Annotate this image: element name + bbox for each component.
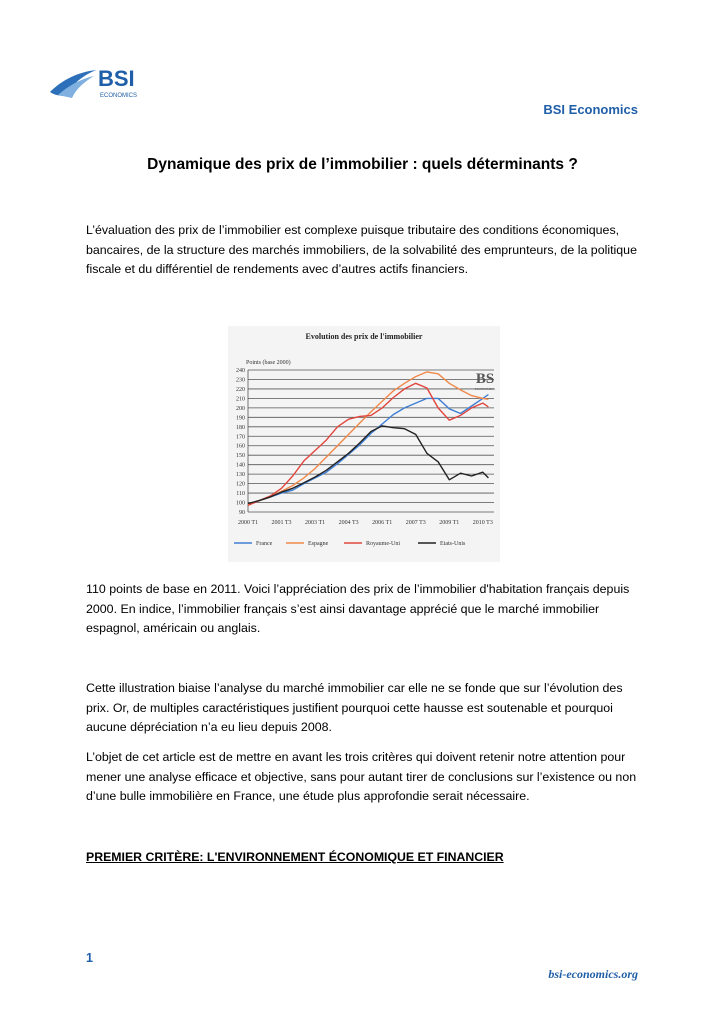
y-tick-label: 170 — [236, 434, 245, 441]
y-tick-label: 110 — [236, 491, 245, 498]
y-tick-label: 200 — [236, 405, 245, 412]
page-number: 1 — [86, 951, 93, 965]
intro-paragraph — [86, 221, 642, 280]
analysis-paragraph — [86, 580, 642, 639]
text-line: L’évaluation des prix de l’immobilier est complexe puisque tributaire des conditions économiques, — [86, 223, 620, 237]
text-line: prix. Or, de multiples caractéristiques justifient pourquoi cette hausse est soutenable et pourquoi — [86, 700, 613, 715]
legend-label: Espagne — [308, 541, 329, 547]
text-line: aucune dépréciation n’a eu lieu depuis 2008. — [86, 720, 332, 734]
legend-label: Royaume-Uni — [366, 541, 400, 547]
y-tick-label: 100 — [236, 500, 245, 507]
text-line: Cette illustration biaise l’analyse du marché immobilier car elle ne se fonde que sur l’évolution des — [86, 681, 623, 695]
legend-label: France — [256, 541, 273, 547]
y-tick-label: 120 — [236, 481, 245, 488]
text-line: 110 points de base en 2011. Voici l’appréciation des prix de l’immobilier d'habitation français depuis — [86, 582, 630, 596]
text-line: d’une bulle immobilière en France, une étude plus approfondie serait nécessaire. — [86, 789, 530, 803]
objective-paragraph — [86, 748, 642, 807]
footer-website: bsi-economics.org — [548, 967, 638, 981]
text-line: mener une analyse efficace et objective, sans pour autant tirer de conclusions sur l’existence ou non — [86, 769, 637, 784]
price-chart — [228, 326, 500, 562]
logo-text: BSI — [98, 66, 135, 91]
chart-watermark-sub: ECONOMICS — [474, 387, 496, 391]
x-tick-label: 2009 T1 — [439, 520, 460, 526]
y-tick-label: 230 — [236, 377, 245, 384]
x-tick-label: 2010 T3 — [472, 520, 493, 526]
text-line: fiscale et du différentiel de rendements avec d’autres actifs financiers. — [86, 262, 469, 276]
chart-title: Evolution des prix de l'immobilier — [305, 332, 423, 341]
y-tick-label: 210 — [236, 396, 245, 403]
x-tick-label: 2001 T3 — [271, 520, 292, 526]
y-tick-label: 90 — [239, 510, 245, 516]
text-line: bancaires, de la structure des marchés immobiliers, de la solvabilité des emprunteurs, de la politique — [86, 242, 637, 257]
header-brand: BSI Economics — [543, 102, 638, 117]
legend-label: Etats-Unis — [440, 541, 466, 547]
y-tick-label: 130 — [236, 472, 245, 479]
logo-subtext: ECONOMICS — [100, 93, 138, 99]
y-tick-label: 180 — [236, 424, 245, 431]
text-line: 2000. En indice, l’immobilier français s’est ainsi davantage apprécié que le marché immobilier — [86, 601, 600, 616]
chart-watermark: BS — [475, 371, 495, 387]
y-tick-label: 160 — [236, 443, 245, 450]
y-axis-label: Points (base 2000) — [246, 360, 291, 366]
y-tick-label: 190 — [236, 415, 245, 422]
text-line: L’objet de cet article est de mettre en avant les trois critères qui doivent retenir notre attention pour — [86, 750, 626, 764]
y-tick-label: 140 — [236, 462, 245, 469]
x-tick-label: 2000 T1 — [237, 520, 259, 526]
section-heading: PREMIER CRITÈRE: L'ENVIRONNEMENT ÉCONOMIQUE ET FINANCIER — [86, 850, 504, 864]
bsi-logo — [48, 62, 158, 104]
y-tick-label: 220 — [236, 386, 245, 393]
x-tick-label: 2003 T1 — [305, 520, 326, 526]
bias-paragraph — [86, 679, 642, 738]
text-line: espagnol, américain ou anglais. — [86, 621, 261, 635]
x-tick-label: 2004 T3 — [338, 520, 359, 526]
x-tick-label: 2007 T3 — [405, 520, 426, 526]
y-tick-label: 240 — [236, 368, 245, 374]
page-title: Dynamique des prix de l’immobilier : quels déterminants ? — [147, 156, 578, 173]
x-tick-label: 2006 T1 — [372, 520, 393, 526]
y-tick-label: 150 — [236, 453, 245, 460]
